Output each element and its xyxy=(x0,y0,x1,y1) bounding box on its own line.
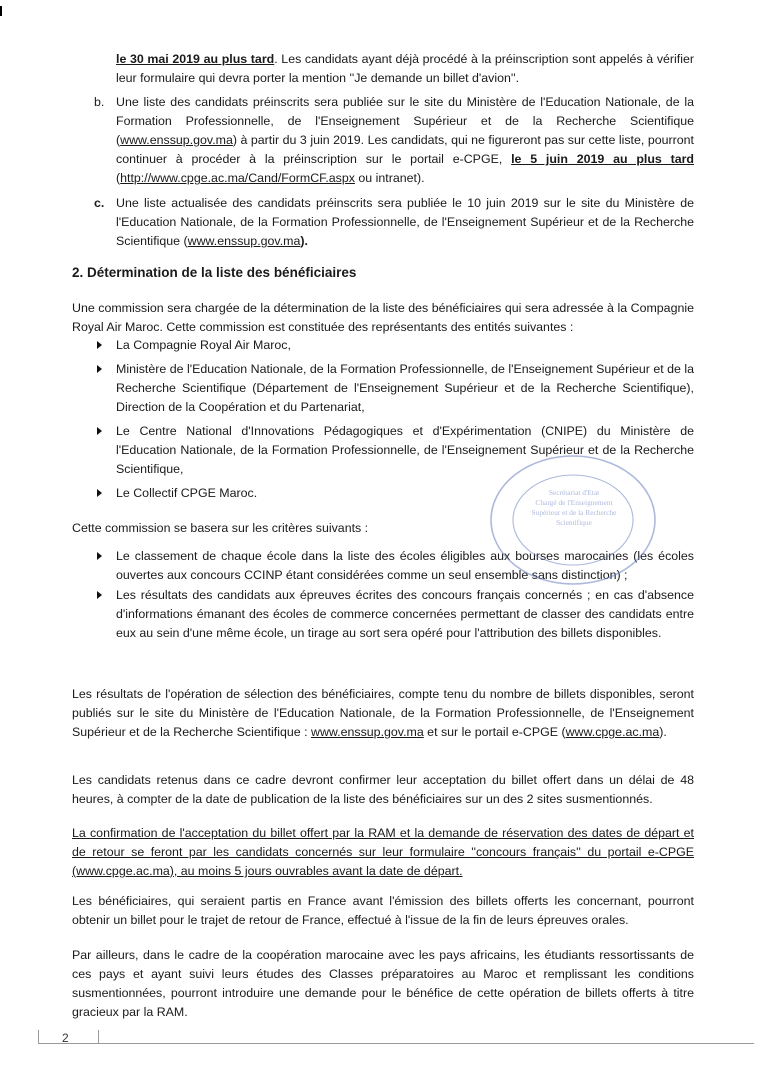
entity-item: Ministère de l'Education Nationale, de la Formation Professionnelle, de l'Enseignement Supérieur et de la Recherche Scientifique (Département de l'Enseignement Supérieur et de la Recherche Scientifique), Direction de la Coopération et du Partenariat, xyxy=(116,360,694,417)
commission-intro: Une commission sera chargée de la détermination de la liste des bénéficiaires qui sera adressée à la Compagnie Royal Air Maroc. Cette commission est constituée des représentants des entités suivantes : xyxy=(72,301,694,334)
bullet-arrow-icon xyxy=(97,489,102,497)
entity-item: Le Collectif CPGE Maroc. xyxy=(116,484,694,503)
criteria-item: Les résultats des candidats aux épreuves écrites des concours français concernés ; en cas d'absence d'informations émanant des écoles de commerce concernées permettant de classer des candidats entre eux au sein d'une même école, un tirage au sort sera opéré pour l'attribution des billets disponibles. xyxy=(116,586,694,643)
cpge-link[interactable]: www.cpge.ac.ma xyxy=(565,725,660,739)
item-c-paragraph: Une liste actualisée des candidats préinscrits sera publiée le 10 juin 2019 sur le site du Ministère de l'Education Nationale, de la Formation Professionnelle, de l'Enseignement Supérieur et de la Recherche Scientifique (www.enssup.gov.ma). xyxy=(116,196,694,248)
confirmation-paragraph: Les candidats retenus dans ce cadre devront confirmer leur acceptation du billet offert dans un délai de 48 heures, à compter de la date de publication de la liste des bénéficiaires sur un des 2 sites susmentionnés. xyxy=(72,773,694,806)
enssup-link[interactable]: www.enssup.gov.ma xyxy=(187,234,301,248)
item-b-paragraph: Une liste des candidats préinscrits sera publiée sur le site du Ministère de l'Education Nationale, de la Formation Professionnelle, de l'Enseignement Supérieur et de la Recherche Scientifique (www.enssup.gov.ma) à partir du 3 juin 2019. Les candidats, qui ne figureront pas sur cette liste, pourront continuer à procéder à la préinscription sur le portail e-CPGE, le 5 juin 2019 au plus tard (http://www.cpge.ac.ma/Cand/FormCF.aspx ou intranet). xyxy=(116,95,694,185)
footer-divider xyxy=(38,1030,39,1044)
deadline-date: le 30 mai 2019 au plus tard xyxy=(116,52,275,66)
entity-item: Le Centre National d'Innovations Pédagogiques et d'Expérimentation (CNIPE) du Ministère de l'Education Nationale, de la Formation Professionnelle, de l'Enseignement Supérieur et de la Recherche Scientifique, xyxy=(116,422,694,479)
return-ticket-paragraph: Les bénéficiaires, qui seraient partis en France avant l'émission des billets offerts les concernant, pourront obtenir un billet pour le trajet de retour de France, effectué à l'issue de la fin de leurs épreuves orales. xyxy=(72,894,694,927)
top-paragraph: le 30 mai 2019 au plus tard. Les candidats ayant déjà procédé à la préinscription sont appelés à vérifier leur formulaire qui devra porter la mention ''Je demande un billet d'avion''. xyxy=(116,52,694,85)
bullet-arrow-icon xyxy=(97,365,102,373)
cpge-form-link[interactable]: http://www.cpge.ac.ma/Cand/FormCF.aspx xyxy=(120,171,355,185)
official-stamp xyxy=(487,452,659,588)
criteria-intro: Cette commission se basera sur les critères suivants : xyxy=(72,521,369,535)
reservation-paragraph: La confirmation de l'acceptation du billet offert par la RAM et la demande de réservation des dates de départ et de retour se feront par les candidats concernés sur leur formulaire ''concours français'' du portail e-CPGE (www.cpge.ac.ma), au moins 5 jours ouvrables avant la date de départ. xyxy=(72,826,694,878)
item-b-letter: b. xyxy=(94,95,105,109)
bullet-arrow-icon xyxy=(97,341,102,349)
enssup-link[interactable]: www.enssup.gov.ma xyxy=(311,725,424,739)
criteria-item: Le classement de chaque école dans la liste des écoles éligibles aux bourses marocaines (les écoles ouvertes aux concours CCINP étant considérées comme un seul ensemble sans distinction) ; xyxy=(116,547,694,585)
stamp-text: Secrétariat d'Etat Chargé de l'Enseignement Supérieur et de la Recherche Scientifique xyxy=(531,488,617,527)
bullet-arrow-icon xyxy=(97,591,102,599)
item-c-letter: c. xyxy=(94,196,105,210)
footer-rule xyxy=(38,1043,754,1044)
page-number: 2 xyxy=(62,1031,69,1045)
entity-item: La Compagnie Royal Air Maroc, xyxy=(116,336,694,355)
footer-divider xyxy=(98,1030,99,1044)
scan-edge-mark xyxy=(0,6,2,16)
african-students-paragraph: Par ailleurs, dans le cadre de la coopération marocaine avec les pays africains, les étudiants ressortissants de ces pays et ayant suivi leurs études des Classes préparatoires au Maroc et remplissant les conditions susmentionnées, pourront introduire une demande pour le bénéfice de cette opération de billets offerts à titre gracieux par la RAM. xyxy=(72,948,694,1019)
section-heading: 2. Détermination de la liste des bénéficiaires xyxy=(72,265,357,280)
enssup-link[interactable]: www.enssup.gov.ma xyxy=(120,133,233,147)
bullet-arrow-icon xyxy=(97,427,102,435)
bullet-arrow-icon xyxy=(97,552,102,560)
preinscription-deadline: le 5 juin 2019 au plus tard xyxy=(511,152,694,166)
results-paragraph: Les résultats de l'opération de sélection des bénéficiaires, compte tenu du nombre de billets disponibles, seront publiés sur le site du Ministère de l'Education Nationale, de la Formation Professionnelle, de l'Enseignement Supérieur et de la Recherche Scientifique : www.enssup.gov.ma et sur le portail e-CPGE (www.cpge.ac.ma). xyxy=(72,687,694,739)
